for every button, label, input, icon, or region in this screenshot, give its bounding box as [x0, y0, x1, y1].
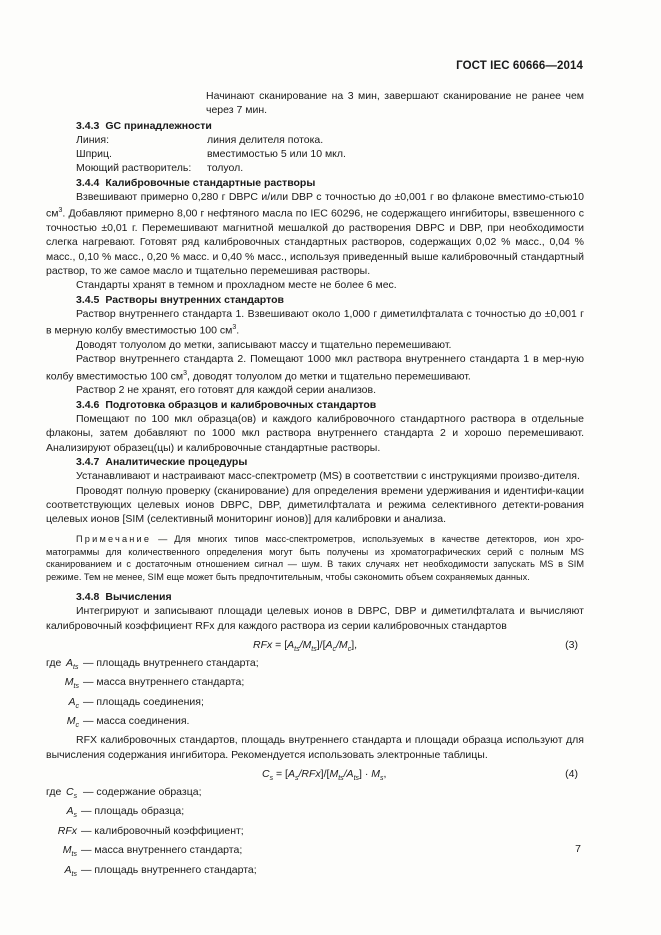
section-title: GC принадлежности — [105, 119, 212, 132]
definition-symbol: A — [64, 863, 72, 876]
text-part: , доводят толуолом до метки и тщательно перемешивают. — [187, 370, 471, 383]
formula-lhs: RFx — [253, 638, 273, 651]
section-3-4-6-heading — [46, 398, 584, 412]
section-title: Вычисления — [105, 591, 172, 604]
superscript: 3 — [232, 324, 237, 332]
full-scan-paragraph: Проводят полную проверку (сканирование) для определения времени удерживания и идентифи-кации соответствующих целевых ионов DBPC, DBP, диметилфталата и режима селективного детекти-рования целевых ионов [SIM (селективный мониторинг ионов)] для калибровки и анализа. — [46, 484, 584, 526]
definition-item — [46, 843, 584, 862]
definition-text: — масса внутреннего стандарта; — [81, 844, 243, 857]
accessory-value: вместимостью 5 или 10 мкл. — [207, 148, 346, 161]
definition-subscript: ts — [73, 683, 79, 691]
section-3-4-4-heading — [46, 176, 584, 190]
document-body — [46, 89, 584, 882]
definition-text: — площадь соединения; — [83, 695, 204, 708]
section-number: 3.4.5 — [76, 293, 100, 306]
definition-text: — масса внутреннего стандарта; — [83, 676, 245, 689]
accessory-key: Линия: — [76, 133, 110, 146]
definition-text: — калибровочный коэффициент; — [81, 824, 244, 837]
ms-setup-paragraph: Устанавливают и настраивают масс-спектрометр (MS) в соответствии с инструкциями произво-дителя. — [76, 470, 580, 483]
definition-symbol: M — [62, 844, 72, 857]
rfx-usage-paragraph: RFX калибровочных стандартов, площадь внутреннего стандарта и площади образца используют для вычисления содержания ингибитора. Рекомендуется использовать электронные таблицы. — [46, 734, 584, 761]
definitions-lead: где — [46, 786, 62, 799]
superscript: 3 — [58, 207, 63, 215]
definitions-lead: где — [46, 656, 62, 669]
section-title: Подготовка образцов и калибровочных стандартов — [105, 398, 377, 411]
note-paragraph — [46, 533, 584, 583]
note-text: — Для многих типов масс-спектрометров, используемых в качестве детекторов, ион хро-матограммы для количественного определения могут быть получены из хроматографических серий с полным MS сканированием и с достаточным отношением сигнал — шум. В таких случаях нет необходимости запускать MS в SIM режиме. Тем не менее, SIM еще может быть предпочтительным, чтобы сэкономить объем сохраняемых данных. — [46, 534, 584, 582]
section-number: 3.4.7 — [76, 455, 100, 468]
accessory-value: толуол. — [207, 162, 244, 175]
definition-text: — масса соединения. — [83, 715, 190, 728]
definition-symbol: M — [66, 715, 76, 728]
definition-item — [46, 804, 584, 823]
definition-item — [46, 675, 584, 694]
definition-subscript: ts — [71, 870, 77, 878]
section-3-4-5-heading — [46, 293, 584, 307]
definition-text: — площадь внутреннего стандарта; — [83, 656, 259, 669]
text-part: . Добавляют примерно 8,00 г нефтяного масла по IEC 60296, не содержащего ингибиторы, взвешенного с точностью ±0,01 г. Перемешивают магнитной мешалкой до растворения DBPC и DBP, при необходимости слегка нагревают. Готовят ряд калибровочных стандартных растворов, содержащих 0,02 % масс., 0,04 % масс., 0,10 % масс., 0,20 % масс. и 0,40 % масс., используя приведенный выше калибровочный стандартный раствор, то же самое масло и тщательно перемешивая растворы. — [46, 207, 584, 278]
formula-3 — [46, 636, 584, 654]
formula-4-expression: $C_s = [A_s/RFx]/[M_{ts}/A_{ts}] \cdot M_s$, — [262, 768, 387, 783]
section-3-4-3-heading — [46, 119, 584, 133]
note-label: Примечание — [76, 534, 152, 545]
definition-symbol: A — [66, 656, 74, 669]
accessory-row — [46, 147, 584, 161]
document-header: ГОСТ IEC 60666—2014 — [456, 60, 583, 72]
definition-item — [46, 714, 584, 733]
accessory-key: Шприц. — [76, 148, 112, 161]
formula-lhs-subscript: s — [269, 775, 274, 783]
accessory-value: линия делителя потока. — [207, 133, 324, 146]
scan-times-paragraph: Начинают сканирование на 3 мин, завершают сканирование не ранее чем через 7 мин. — [206, 90, 584, 117]
text-part: Раствор внутреннего стандарта 1. Взвешивают около 1,000 г диметилфталата с точностью до ±0,001 г в мерную колбу вместимостью 100 см — [46, 307, 584, 337]
definition-subscript: s — [73, 793, 78, 801]
formula-lhs: C — [262, 768, 270, 781]
definition-item — [46, 656, 584, 675]
definition-subscript: ts — [73, 664, 79, 672]
definition-item — [46, 863, 584, 882]
formula-4-number: (4) — [565, 768, 578, 781]
definition-symbol: A — [68, 695, 76, 708]
internal-standard-2-paragraph — [46, 352, 584, 383]
definition-subscript: ts — [71, 851, 77, 859]
definition-subscript: c — [75, 702, 79, 710]
definition-item — [46, 785, 584, 804]
toluene-paragraph: Доводят толуолом до метки, записывают массу и тщательно перемешивают. — [76, 339, 452, 352]
accessory-row — [46, 161, 584, 175]
definition-symbol: C — [66, 786, 74, 799]
text-part: . — [236, 324, 240, 337]
definition-text: — содержание образца; — [83, 786, 202, 799]
definition-subscript: c — [75, 722, 79, 730]
section-number: 3.4.6 — [76, 398, 100, 411]
text-part: Раствор внутреннего стандарта 2. Помещают 1000 мкл раствора внутреннего стандарта 1 в мер-ную колбу вместимостью 100 см — [46, 353, 584, 383]
definition-item — [46, 824, 584, 843]
page-number: 7 — [575, 843, 581, 855]
definitions-3 — [46, 656, 584, 734]
formula-3-number: (3) — [565, 638, 578, 651]
definition-text: — площадь образца; — [81, 805, 185, 818]
sample-prep-paragraph: Помещают по 100 мкл образца(ов) и каждого калибровочного стандартного раствора в отдельные флаконы, затем добавляют по 1000 мкл раствора внутреннего стандарта 2 и хорошо перемешивают. Анализируют образец(цы) и калибровочные стандартные растворы. — [46, 413, 584, 454]
section-3-4-7-heading — [46, 455, 584, 469]
definition-item — [46, 695, 584, 714]
internal-standard-1-paragraph — [46, 307, 584, 338]
formula-3-expression: RFx = $[A_{ts}/M_{ts}]/[A_c/M_c]$, — [253, 638, 358, 654]
formula-4 — [46, 765, 584, 783]
definition-subscript: s — [73, 812, 77, 820]
definition-symbol: A — [66, 805, 74, 818]
section-title: Растворы внутренних стандартов — [105, 293, 284, 306]
section-number: 3.4.3 — [76, 119, 100, 132]
superscript: 3 — [183, 369, 188, 377]
accessory-row — [46, 133, 584, 147]
section-title: Аналитические процедуры — [105, 455, 248, 468]
definition-symbol: RFx — [57, 824, 77, 837]
definition-text: — площадь внутреннего стандарта; — [81, 863, 257, 876]
storage-paragraph: Стандарты хранят в темном и прохладном месте не более 6 мес. — [76, 279, 397, 292]
accessory-key: Моющий растворитель: — [76, 162, 192, 175]
definitions-4 — [46, 785, 584, 882]
calibration-paragraph — [46, 190, 584, 278]
text-part: Взвешивают примерно 0,280 г DBPC и/или DBP с точностью до ±0,001 г во флаконе вместимо-стью10 см — [46, 191, 584, 220]
section-number: 3.4.8 — [76, 591, 100, 604]
definition-symbol: M — [64, 676, 74, 689]
section-number: 3.4.4 — [76, 176, 100, 189]
section-3-4-8-heading — [46, 590, 584, 604]
solution-2-paragraph: Раствор 2 не хранят, его готовят для каждой серии анализов. — [76, 384, 376, 397]
calculation-paragraph: Интегрируют и записывают площади целевых ионов в DBPC, DBP и диметилфталата и вычисляют калибровочный коэффициент RFx для каждого раствора из серии калибровочных стандартов — [46, 605, 584, 632]
section-title: Калибровочные стандартные растворы — [105, 176, 316, 189]
